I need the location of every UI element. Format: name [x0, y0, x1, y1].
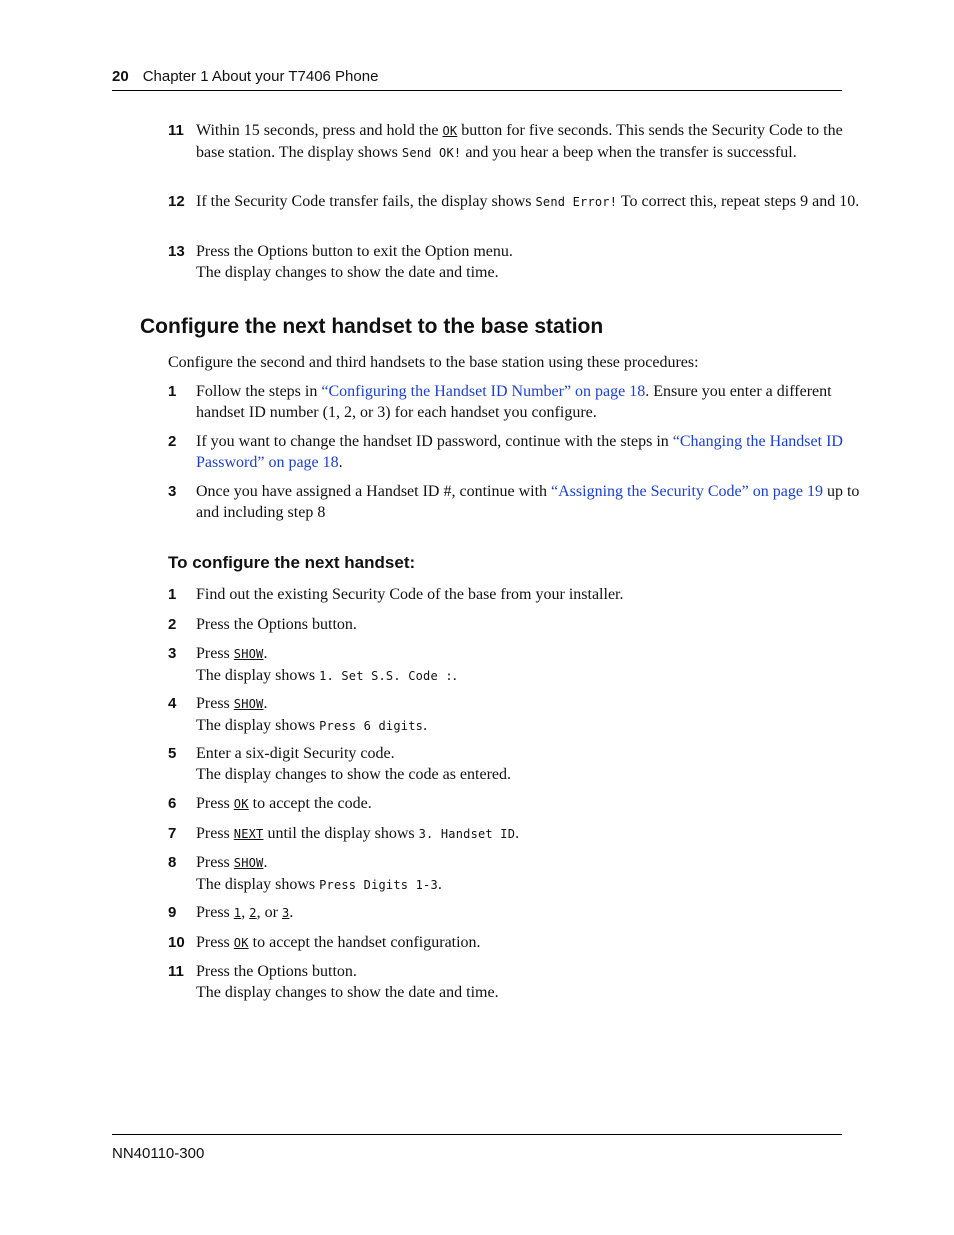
config-step-6: 6 Press OK to accept the code. — [168, 795, 372, 812]
link-configuring-handset-id[interactable]: “Configuring the Handset ID Number” on page 18 — [321, 383, 646, 400]
config-step-5: 5 Enter a six-digit Security code. The display changes to show the code as entered. — [168, 745, 512, 783]
page-footer — [112, 1134, 842, 1162]
display-text: 3. Handset ID — [418, 827, 516, 841]
display-text: 1. Set S.S. Code : — [319, 669, 453, 683]
show-key: SHOW — [233, 856, 264, 870]
subsection-heading: To configure the next handset: — [168, 553, 416, 572]
display-text: Send Error! — [535, 195, 618, 209]
page-header — [112, 68, 842, 91]
key-1: 1 — [233, 906, 242, 920]
config-step-3: 3 Press SHOW. The display shows 1. Set S.S. Code :. — [168, 645, 457, 684]
ok-key: OK — [442, 124, 458, 138]
link-assigning-security-code[interactable]: “Assigning the Security Code” on page 19 — [551, 483, 823, 500]
procedure-2: 2 If you want to change the handset ID password, continue with the steps in “Changing the Handset ID Password” on page 18. — [168, 433, 843, 471]
key-3: 3 — [281, 906, 290, 920]
show-key: SHOW — [233, 647, 264, 661]
procedure-1: 1 Follow the steps in “Configuring the Handset ID Number” on page 18. Ensure you enter a different handset ID number (1, 2, or 3) for each handset you configure. — [168, 383, 832, 421]
next-key: NEXT — [233, 827, 264, 841]
chapter-title: Chapter 1 About your T7406 Phone — [142, 68, 379, 85]
show-key: SHOW — [233, 697, 264, 711]
config-step-2: 2 Press the Options button. — [168, 616, 357, 633]
procedure-3: 3 Once you have assigned a Handset ID #, continue with “Assigning the Security Code” on page 19 up to and including step 8 — [168, 483, 860, 521]
page-number: 20 — [112, 68, 129, 85]
config-step-11: 11 Press the Options button. The display changes to show the date and time. — [168, 963, 499, 1001]
key-2: 2 — [249, 906, 257, 920]
section-heading: Configure the next handset to the base station — [140, 315, 604, 338]
config-step-4: 4 Press SHOW. The display shows Press 6 digits. — [168, 695, 428, 734]
display-text: Press 6 digits — [319, 719, 424, 733]
config-step-1: 1 Find out the existing Security Code of the base from your installer. — [168, 586, 624, 603]
config-step-10: 10 Press OK to accept the handset configuration. — [168, 934, 481, 951]
display-text: Press Digits 1-3 — [319, 878, 438, 892]
config-step-8: 8 Press SHOW. The display shows Press Digits 1-3. — [168, 854, 442, 893]
section-intro: Configure the second and third handsets to the base station using these procedures: — [168, 354, 699, 371]
ok-key: OK — [233, 936, 249, 950]
config-step-7: 7 Press NEXT until the display shows 3. Handset ID. — [168, 825, 520, 842]
ok-key: OK — [233, 797, 249, 811]
step-11: 11 Within 15 seconds, press and hold the OK button for five seconds. This sends the Security Code to the base station. The display shows Send OK! and you hear a beep when the transfer is successful. — [168, 122, 843, 161]
step-12: 12 If the Security Code transfer fails, the display shows Send Error! To correct this, repeat steps 9 and 10. — [168, 193, 860, 210]
step-13: 13 Press the Options button to exit the Option menu. The display changes to show the date and time. — [168, 243, 513, 281]
link-changing-handset-password[interactable]: “Changing the Handset ID Password” on page 18 — [196, 433, 843, 471]
display-text: Send OK! — [401, 146, 462, 160]
document-id: NN40110-300 — [112, 1145, 205, 1162]
config-step-9: 9 Press 1, 2, or 3. — [168, 904, 294, 921]
